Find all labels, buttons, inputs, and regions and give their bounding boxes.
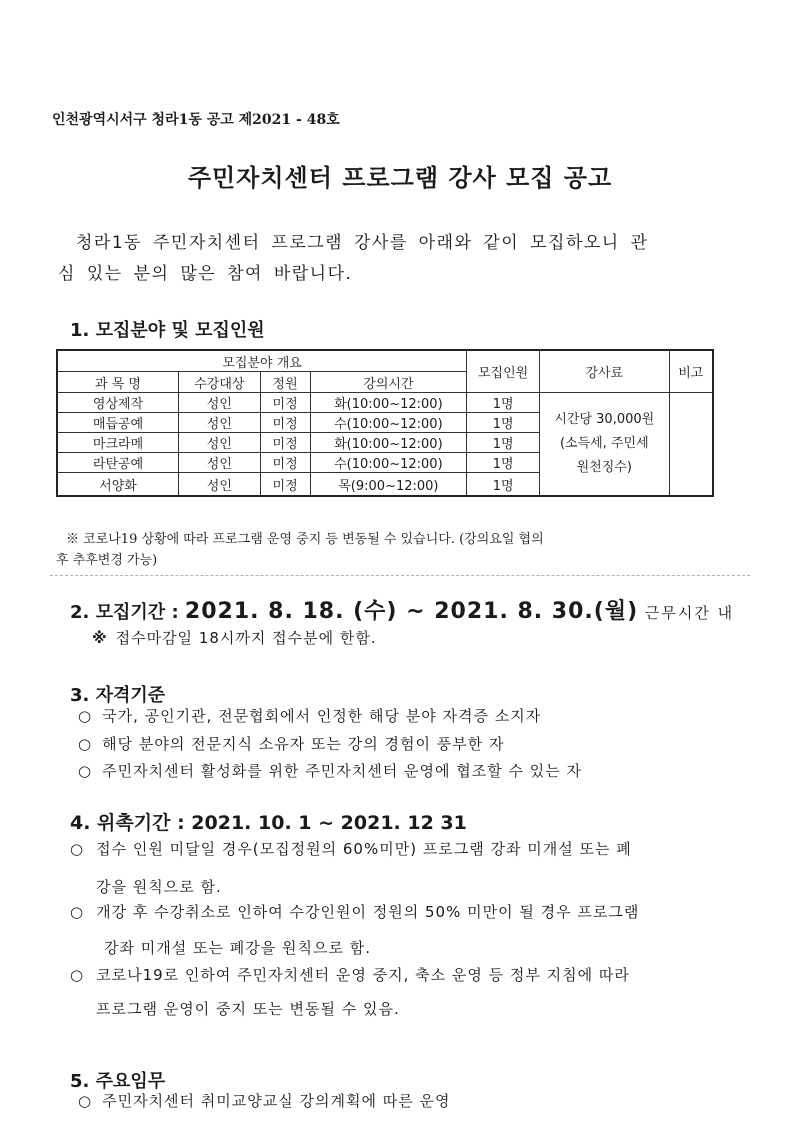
list-item [70, 964, 720, 985]
cell-quota: 미정 [260, 473, 310, 497]
cell-subject: 매듭공예 [57, 413, 179, 433]
cell-target: 성인 [179, 473, 261, 497]
table-group-header: 모집분야 개요 [57, 350, 467, 372]
list-item-text: 접수 인원 미달일 경우(모집정원의 60%미만) 프로그램 강좌 미개설 또는 폐 [96, 840, 632, 858]
list-item-text: 개강 후 수강취소로 인하여 수강인원이 정원의 50% 미만이 될 경우 프로그램 [96, 903, 640, 921]
intro-line-2: 심 있는 분의 많은 참여 바랍니다. [58, 264, 353, 284]
covid-note-line-2: 후 추후변경 가능) [56, 553, 158, 568]
list-item-text: 주민자치센터 취미교양교실 강의계획에 따른 운영 [102, 1092, 451, 1110]
list-item [78, 733, 505, 754]
intro-line-1: 청라1동 주민자치센터 프로그램 강사를 아래와 같이 모집하오니 관 [76, 233, 649, 253]
cell-time: 화(10:00~12:00) [310, 433, 467, 453]
intro-paragraph [58, 228, 738, 290]
section-2-heading [70, 594, 734, 625]
list-item-continuation: 강좌 미개설 또는 폐강을 원칙으로 함. [104, 939, 371, 957]
cell-subject: 라탄공예 [57, 453, 179, 473]
cell-fee [539, 393, 669, 497]
circle-bullet-icon: ○ [78, 707, 93, 725]
divider [50, 575, 750, 576]
cell-quota: 미정 [260, 433, 310, 453]
cell-recruits: 1명 [467, 433, 540, 453]
page-title: 주민자치센터 프로그램 강사 모집 공고 [187, 164, 613, 192]
circle-bullet-icon: ○ [78, 762, 93, 780]
note-mark: ※ [92, 629, 108, 647]
table-header-recruits: 모집인원 [467, 350, 540, 393]
table-header-quota: 정원 [260, 372, 310, 393]
fee-line-1: 시간당 30,000원 [554, 412, 655, 427]
recruitment-table [56, 349, 714, 497]
fee-line-3: 원천징수) [576, 460, 632, 475]
cell-recruits: 1명 [467, 473, 540, 497]
list-item-text: 국가, 공인기관, 전문협회에서 인정한 해당 분야 자격증 소지자 [102, 707, 542, 725]
deadline-note-text: 접수마감일 18시까지 접수분에 한함. [115, 629, 377, 647]
list-item [78, 760, 582, 781]
cell-recruits: 1명 [467, 393, 540, 413]
list-item-text: 주민자치센터 활성화를 위한 주민자치센터 운영에 협조할 수 있는 자 [102, 762, 582, 780]
list-item [70, 838, 720, 859]
cell-subject: 영상제작 [57, 393, 179, 413]
list-item [78, 1090, 450, 1111]
cell-target: 성인 [179, 413, 261, 433]
cell-time: 목(9:00~12:00) [310, 473, 467, 497]
section-5-heading: 5. 주요임무 [70, 1071, 166, 1092]
section-2-prefix: 2. 모집기간 : [70, 602, 185, 623]
cell-target: 성인 [179, 453, 261, 473]
section-4-heading-text: 4. 위촉기간 : 2021. 10. 1 ~ 2021. 12 31 [70, 812, 467, 834]
cell-recruits: 1명 [467, 413, 540, 433]
circle-bullet-icon: ○ [70, 903, 85, 921]
fee-line-2: (소득세, 주민세 [559, 436, 649, 451]
table-row [57, 393, 713, 413]
cell-quota: 미정 [260, 413, 310, 433]
cell-target: 성인 [179, 393, 261, 413]
cell-quota: 미정 [260, 453, 310, 473]
table-header-time: 강의시간 [310, 372, 467, 393]
cell-remarks [669, 393, 713, 497]
circle-bullet-icon: ○ [70, 966, 85, 984]
section-2-tail: 근무시간 내 [638, 604, 735, 622]
list-item-text: 해당 분야의 전문지식 소유자 또는 강의 경험이 풍부한 자 [102, 735, 505, 753]
list-item-continuation: 강을 원칙으로 함. [96, 878, 222, 896]
covid-note-line-1: ※ 코로나19 상황에 따라 프로그램 운영 중지 등 변동될 수 있습니다. (강의요일 협의 [66, 532, 544, 547]
table-header-fee: 강사료 [539, 350, 669, 393]
covid-note [56, 529, 746, 571]
table-header-target: 수강대상 [179, 372, 261, 393]
cell-subject: 마크라메 [57, 433, 179, 453]
list-item [70, 901, 720, 922]
cell-target: 성인 [179, 433, 261, 453]
section-4-heading [70, 808, 467, 835]
notice-number: 인천광역시서구 청라1동 공고 제2021 - 48호 [52, 112, 340, 128]
table-header-remarks: 비고 [669, 350, 713, 393]
recruitment-period: 2021. 8. 18. (수) ~ 2021. 8. 30.(월) [184, 599, 639, 624]
cell-time: 수(10:00~12:00) [310, 413, 467, 433]
table-header-subject: 과 목 명 [57, 372, 179, 393]
circle-bullet-icon: ○ [78, 735, 93, 753]
section-3-heading: 3. 자격기준 [70, 685, 166, 706]
cell-quota: 미정 [260, 393, 310, 413]
deadline-note [92, 627, 377, 648]
cell-time: 수(10:00~12:00) [310, 453, 467, 473]
circle-bullet-icon: ○ [70, 840, 85, 858]
cell-subject: 서양화 [57, 473, 179, 497]
section-1-heading: 1. 모집분야 및 모집인원 [70, 320, 265, 341]
cell-time: 화(10:00~12:00) [310, 393, 467, 413]
list-item [78, 705, 541, 726]
list-item-text: 코로나19로 인하여 주민자치센터 운영 중지, 축소 운영 등 정부 지침에 따라 [96, 966, 630, 984]
list-item-continuation: 프로그램 운영이 중지 또는 변동될 수 있음. [96, 1000, 400, 1018]
circle-bullet-icon: ○ [78, 1092, 93, 1110]
cell-recruits: 1명 [467, 453, 540, 473]
